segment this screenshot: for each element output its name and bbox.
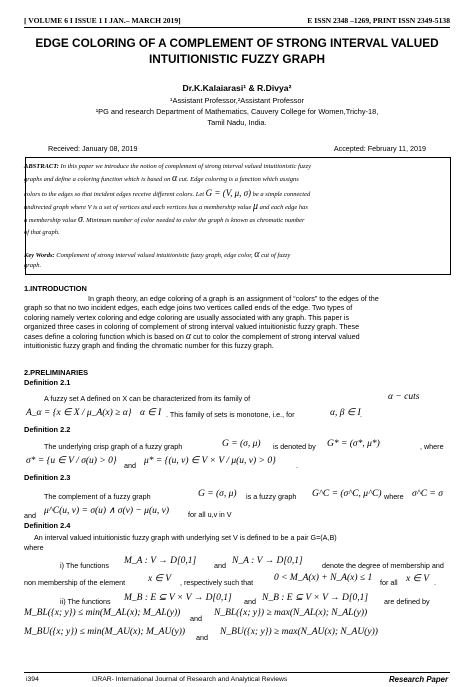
authors: Dr.K.Kalaiarasi¹ & R.Divya²: [182, 83, 292, 93]
intro-line-4: organized three cases in coloring of complement of strong interval valued intuitionistic fuzzy graph. These: [24, 322, 360, 332]
alpha-symbol: α: [254, 249, 260, 260]
alpha-in-I-formula: α ∈ I: [140, 408, 162, 418]
def-2-4-line-2: where: [24, 543, 44, 552]
graph-definition-formula: G = (V, μ, σ): [205, 187, 252, 198]
keywords-text-c: graph.: [24, 262, 42, 269]
intro-line-5b: cut to color the complement of strong interval valued: [193, 331, 360, 341]
keywords-text-b: cut of fuzzy: [261, 252, 291, 259]
sigma-star-formula: σ* = {u ∈ V / σ(u) > 0}: [26, 456, 117, 466]
research-paper-label: Research Paper: [389, 675, 448, 684]
fuzzy-graph-formula: G = (σ, μ): [222, 439, 261, 449]
abstract-line-5a: a membership value: [24, 217, 77, 225]
abstract-line-3b: be a simple connected: [252, 190, 311, 198]
def-2-4-i-text-b: and: [214, 561, 226, 570]
affiliation-line-3: Tamil Nadu, India.: [207, 118, 267, 127]
keywords-text-a: Complement of strong interval valued intuitionistic fuzzy graph, edge color,: [56, 252, 253, 259]
sigma-complement-formula: σ^C = σ: [412, 489, 443, 499]
x-in-V-formula: x ∈ V: [406, 574, 430, 584]
def-2-2-text-d: and: [124, 461, 136, 470]
intro-line-5a: cases define a coloring function which is based on: [24, 331, 184, 341]
def-2-3-text-a: The complement of a fuzzy graph: [44, 492, 151, 501]
preliminaries-heading: 2.PRELIMINARIES: [24, 368, 89, 377]
def-2-2-text-c: , where: [420, 442, 444, 451]
abstract-line-3a: colors to the edges so that incident edges receive different colors. Let: [24, 190, 205, 198]
abstract-line-2a: graphs and define a coloring function which is based on: [24, 176, 171, 184]
def-2-2-text-b: is denoted by: [273, 442, 316, 451]
affiliation-line-2: ¹PG and research Department of Mathematics, Cauvery College for Women,Trichy-18,: [95, 107, 379, 116]
def-2-4-ii2-and: and: [190, 614, 202, 623]
lower-membership-condition: M_BL({x; y}) ≤ min(M_AL(x); M_AL(y)): [24, 608, 181, 618]
def-2-4-ii3-and: and: [196, 633, 208, 642]
accepted-date: Accepted: February 11, 2019: [333, 144, 426, 153]
def-2-2-text-a: The underlying crisp graph of a fuzzy graph: [44, 442, 183, 451]
edge-membership-function-formula: M_B : E ⊆ V × V → D[0,1]: [124, 593, 232, 603]
journal-volume-header: [ VOLUME 6 I ISSUE 1 I JAN.– MARCH 2019]: [24, 16, 181, 25]
paper-title-line-2: INTUITIONISTIC FUZZY GRAPH: [148, 52, 326, 66]
complement-graph-formula: G^C = (σ^C, μ^C): [312, 489, 382, 499]
issn-header: E ISSN 2348 –1269, PRINT ISSN 2349-5138: [307, 16, 450, 25]
upper-non-membership-condition: N_BU({x; y}) ≥ max(N_AU(x); N_AU(y)): [220, 627, 378, 637]
alpha-cut-set-formula: A_α = {x ∈ X / μ_A(x) ≥ α}: [26, 408, 132, 418]
definition-2-3-title: Definition 2.3: [24, 473, 71, 482]
intro-line-6: intuitionistic fuzzy graph and finding the chromatic number for this fuzzy graph.: [24, 341, 274, 351]
def-2-2-text-e: .: [296, 461, 298, 470]
introduction-paragraph: [24, 294, 448, 350]
crisp-graph-formula: G* = (σ*, μ*): [327, 439, 380, 449]
alpha-beta-in-I-formula: α, β ∈ I: [330, 408, 361, 418]
sigma-symbol: σ: [77, 214, 83, 226]
abstract-line-2b: cut. Edge coloring is a function which assigns: [178, 176, 299, 184]
edge-non-membership-function-formula: N_B : E ⊆ V × V → D[0,1]: [262, 593, 369, 603]
def-2-4-line-1: An interval valued intuitionistic fuzzy graph with underlying set V is defined to be a pair G=(A,B): [34, 533, 337, 542]
intro-line-3: coloring namely vertex coloring and edge coloring are usually associated with any graph. This paper is: [24, 312, 350, 322]
intro-line-1: In graph theory, an edge coloring of a graph is an assignment of “colors” to the edges of the: [88, 294, 379, 303]
intro-line-2: graph so that no two incident edges, each edge joins two vertices called ends of the edge. Two types of: [24, 303, 353, 313]
upper-membership-condition: M_BU({x; y}) ≤ min(M_AU(x); M_AU(y)): [24, 627, 186, 637]
def-2-3-text-b: is a fuzzy graph: [246, 492, 297, 501]
keywords-label: Key Words:: [24, 252, 55, 259]
abstract-line-4a: undirected graph where V is a set of vertices and each vertices has a membership value: [24, 203, 252, 211]
def-2-4-ii-text-c: are defined by: [384, 597, 430, 606]
def-2-4-i2-text-a: non membership of the element: [24, 578, 126, 587]
page-number: i394: [26, 676, 39, 683]
alpha-symbol: α: [172, 173, 178, 185]
journal-name: IJRAR- International Journal of Research and Analytical Reviews: [92, 676, 288, 683]
def-2-4-ii-text-a: ii) The functions: [60, 597, 111, 606]
abstract-line-1: In this paper we introduce the notion of complement of strong interval valued intuitionistic fuzzy: [60, 163, 312, 170]
def-2-4-i2-text-c: for all: [380, 578, 398, 587]
abstract-text: [24, 161, 440, 240]
footer-rule: [24, 672, 450, 673]
def-2-3-text-c: where: [384, 492, 404, 501]
abstract-line-4b: and each edge has: [259, 203, 308, 211]
def-2-1-text-b: . This family of sets is monotone, i.e., for: [166, 410, 295, 419]
paper-title-line-1: EDGE COLORING OF A COMPLEMENT OF STRONG INTERVAL VALUED: [35, 36, 439, 50]
membership-function-formula: M_A : V → D[0,1]: [124, 556, 197, 566]
definition-2-2-title: Definition 2.2: [24, 425, 71, 434]
affiliation-line-1: ¹Assistant Professor,²Assistant Professor: [170, 96, 304, 105]
mu-complement-formula: μ^C(u, v) = σ(u) ∧ σ(v) − μ(u, v): [44, 506, 169, 516]
def-2-1-text-a: A fuzzy set A defined on X can be characterized from its family of: [44, 394, 251, 403]
def-2-3-text-e: for all u,v in V: [188, 510, 232, 519]
abstract-line-6: of that graph.: [24, 229, 60, 237]
def-2-4-i2-text-d: .: [434, 578, 436, 587]
def-2-1-text-c: .: [360, 410, 362, 419]
def-2-4-ii-text-b: and: [244, 597, 256, 606]
abstract-label: ABSTRACT:: [24, 163, 59, 170]
def-2-3-text-d: and: [24, 511, 36, 520]
non-membership-function-formula: N_A : V → D[0,1]: [232, 556, 303, 566]
introduction-heading: 1.INTRODUCTION: [24, 284, 87, 293]
definition-2-4-title: Definition 2.4: [24, 521, 71, 530]
membership-sum-formula: 0 < M_A(x) + N_A(x) ≤ 1: [274, 573, 373, 583]
mu-star-formula: μ* = {(u, v) ∈ V × V / μ(u, v) > 0}: [144, 456, 276, 466]
definition-2-1-title: Definition 2.1: [24, 378, 71, 387]
fuzzy-graph-formula: G = (σ, μ): [198, 489, 237, 499]
def-2-4-i-text-a: i) The functions: [60, 561, 110, 570]
received-date: Received: January 08, 2019: [48, 144, 138, 153]
abstract-line-5b: . Minimum number of color needed to color the graph is known as chromatic number: [82, 217, 305, 225]
mu-symbol: μ: [253, 200, 259, 212]
x-in-V-formula: x ∈ V: [148, 574, 172, 584]
def-2-4-i2-text-b: , respectively such that: [180, 578, 254, 587]
header-rule: [24, 27, 450, 28]
def-2-4-i-text-c: denote the degree of membership and: [322, 561, 444, 570]
lower-non-membership-condition: N_BL({x; y}) ≥ max(N_AL(x); N_AL(y)): [214, 608, 368, 618]
alpha-symbol: α: [185, 330, 192, 342]
keywords: [24, 250, 440, 271]
alpha-cuts-formula: α − cuts: [388, 392, 420, 402]
